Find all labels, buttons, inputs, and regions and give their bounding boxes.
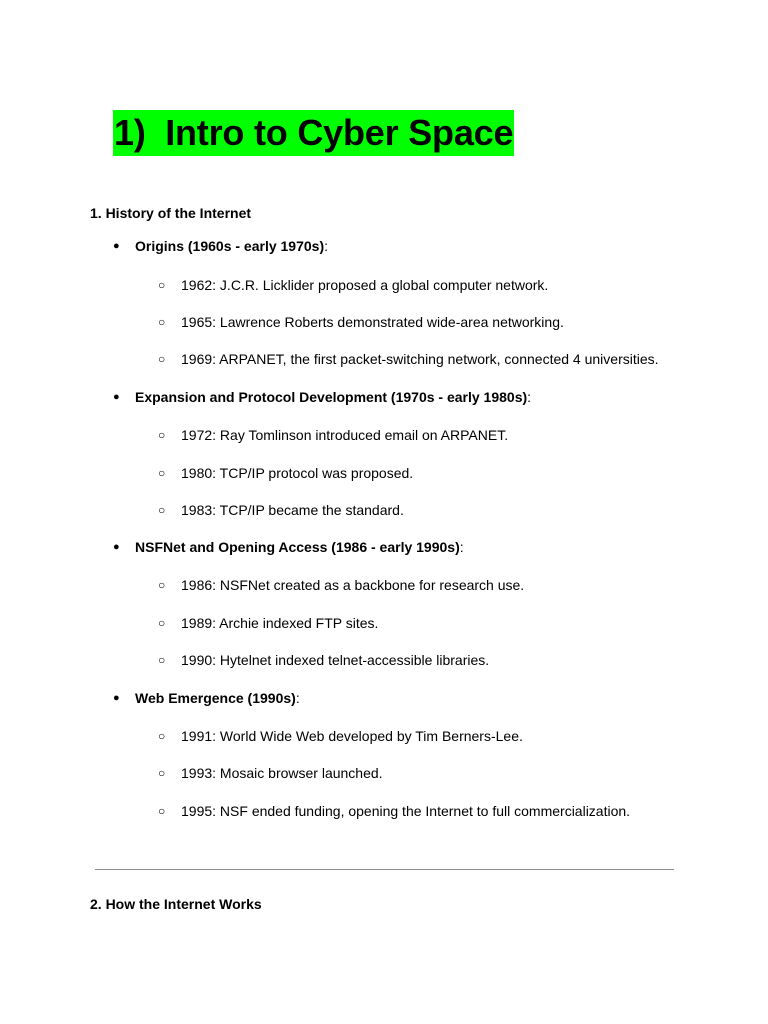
bullet-suffix: : xyxy=(295,690,300,706)
list-item-text: 1980: TCP/IP protocol was proposed. xyxy=(181,465,414,481)
list-item xyxy=(158,802,630,820)
sub-bullet-icon: ○ xyxy=(158,352,166,366)
list-item xyxy=(158,651,489,669)
sub-bullet-icon: ○ xyxy=(158,315,166,329)
bullet-label: Expansion and Protocol Development (1970s - early 1980s) xyxy=(135,389,528,405)
sub-bullet-icon: ○ xyxy=(158,466,166,480)
bullet-web-emergence xyxy=(113,689,300,707)
sub-bullet-icon: ○ xyxy=(158,766,166,780)
bullet-origins xyxy=(113,237,328,255)
list-item-text: 1969: ARPANET, the first packet-switching network, connected 4 universities. xyxy=(181,351,659,367)
sub-bullet-icon: ○ xyxy=(158,578,166,592)
list-item xyxy=(158,727,523,745)
sub-bullet-icon: ○ xyxy=(158,804,166,818)
list-item xyxy=(158,464,413,482)
list-item xyxy=(158,576,524,594)
list-item xyxy=(158,350,659,368)
sub-bullet-icon: ○ xyxy=(158,616,166,630)
bullet-suffix: : xyxy=(527,389,532,405)
list-item-text: 1993: Mosaic browser launched. xyxy=(181,765,383,781)
list-item xyxy=(158,501,404,519)
bullet-suffix: : xyxy=(459,539,464,555)
bullet-label: Web Emergence (1990s) xyxy=(135,690,296,706)
list-item-text: 1989: Archie indexed FTP sites. xyxy=(181,615,379,631)
list-item-text: 1986: NSFNet created as a backbone for research use. xyxy=(181,577,525,593)
list-item xyxy=(158,764,383,782)
bullet-suffix: : xyxy=(324,238,328,254)
sub-bullet-icon: ○ xyxy=(158,653,166,667)
list-item-text: 1990: Hytelnet indexed telnet-accessible libraries. xyxy=(181,652,490,668)
list-item-text: 1991: World Wide Web developed by Tim Berners-Lee. xyxy=(181,728,523,744)
bullet-label: NSFNet and Opening Access (1986 - early 1990s) xyxy=(135,539,460,555)
list-item-text: 1983: TCP/IP became the standard. xyxy=(181,502,404,518)
list-item-text: 1995: NSF ended funding, opening the Internet to full commercialization. xyxy=(181,803,631,819)
bullet-icon: ● xyxy=(113,541,120,553)
bullet-icon: ● xyxy=(113,692,120,704)
list-item xyxy=(158,426,508,444)
sub-bullet-icon: ○ xyxy=(158,729,166,743)
list-item xyxy=(158,313,564,331)
list-item-text: 1962: J.C.R. Licklider proposed a global computer network. xyxy=(181,277,549,293)
bullet-icon: ● xyxy=(113,391,120,403)
list-item-text: 1972: Ray Tomlinson introduced email on ARPANET. xyxy=(181,427,509,443)
list-item-text: 1965: Lawrence Roberts demonstrated wide-area networking. xyxy=(181,314,564,330)
bullet-label: Origins (1960s - early 1970s) xyxy=(135,238,325,254)
section-heading-history: 1. History of the Internet xyxy=(90,205,252,221)
page-title: 1) Intro to Cyber Space xyxy=(113,110,514,156)
bullet-nsfnet xyxy=(113,538,464,556)
sub-bullet-icon: ○ xyxy=(158,428,166,442)
list-item xyxy=(158,276,548,294)
sub-bullet-icon: ○ xyxy=(158,278,166,292)
bullet-expansion xyxy=(113,388,531,406)
horizontal-divider xyxy=(95,869,674,870)
sub-bullet-icon: ○ xyxy=(158,503,166,517)
bullet-icon: ● xyxy=(113,240,120,252)
section-heading-how-internet-works: 2. How the Internet Works xyxy=(90,896,262,912)
list-item xyxy=(158,614,378,632)
